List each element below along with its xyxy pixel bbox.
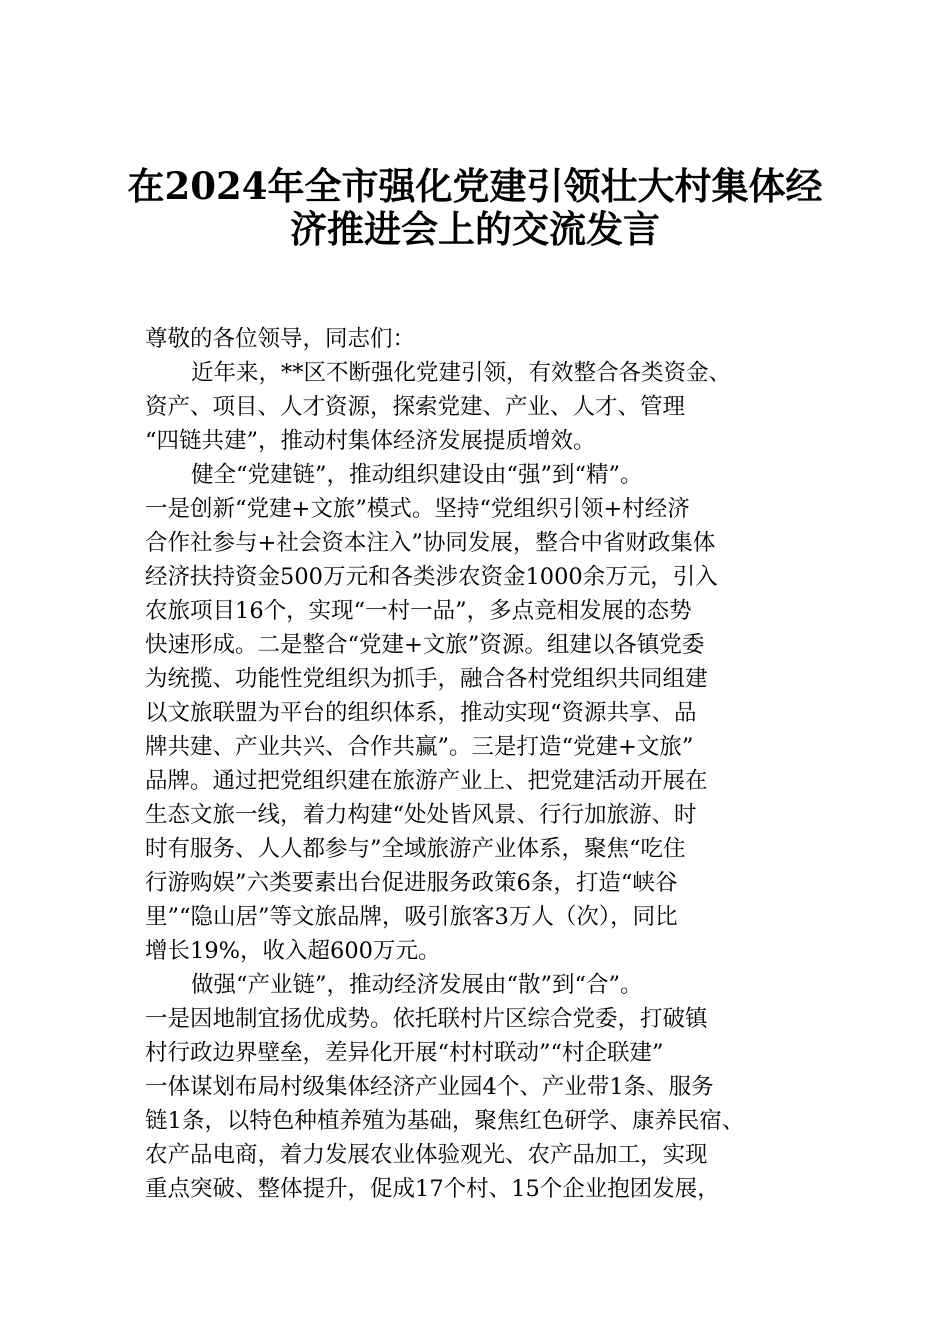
paragraph-line: 为统揽、功能性党组织为抓手，融合各村党组织共同组建: [145, 666, 708, 692]
paragraph-line: 牌共建、产业共兴、合作共赢”。三是打造“党建+文旅”: [145, 734, 694, 760]
paragraph-line: 一是因地制宜扬优成势。依托联村片区综合党委，打破镇: [145, 1006, 708, 1032]
section-heading-line: 做强“产业链”，推动经济发展由“散”到“合”。: [191, 972, 643, 998]
paragraph-line: 时有服务、人人都参与”全域旅游产业体系，聚焦“吃住: [145, 836, 686, 862]
paragraph-line: 一体谋划布局村级集体经济产业园4个、产业带1条、服务: [145, 1074, 714, 1100]
paragraph-line: 行游购娱”六类要素出台促进服务政策6条，打造“峡谷: [145, 870, 678, 896]
section-heading-line: 健全“党建链”，推动组织建设由“强”到“精”。: [191, 462, 643, 488]
paragraph-line: 农旅项目16个，实现“一村一品”，多点竞相发展的态势: [145, 598, 692, 624]
paragraph-line: 合作社参与+社会资本注入”协同发展，整合中省财政集体: [145, 530, 716, 556]
paragraph-line: 快速形成。二是整合“党建+文旅”资源。组建以各镇党委: [145, 632, 705, 658]
paragraph-line: 里”“隐山居”等文旅品牌，吸引旅客3万人（次），同比: [145, 904, 678, 930]
paragraph-line: 以文旅联盟为平台的组织体系，推动实现“资源共享、品: [145, 700, 697, 726]
paragraph-line: 近年来，**区不断强化党建引领，有效整合各类资金、: [191, 360, 732, 386]
paragraph-line: 一是创新“党建+文旅”模式。坚持“党组织引领+村经济: [145, 496, 690, 522]
paragraph-line: 资产、项目、人才资源，探索党建、产业、人才、管理: [145, 394, 686, 420]
document-title-line-2: 济推进会上的交流发言: [290, 207, 660, 251]
paragraph-line: 增长19%，收入超600万元。: [145, 938, 441, 964]
paragraph-line: 重点突破、整体提升，促成17个村、15个企业抱团发展，: [145, 1176, 720, 1202]
document-body: [145, 322, 815, 1206]
paragraph-line: 生态文旅一线，着力构建“处处皆风景、行行加旅游、时: [145, 802, 697, 828]
document-title-line-1: 在2024年全市强化党建引领壮大村集体经: [127, 164, 823, 208]
paragraph-line: 农产品电商，着力发展农业体验观光、农产品加工，实现: [145, 1142, 708, 1168]
paragraph-line: 品牌。通过把党组织建在旅游产业上、把党建活动开展在: [145, 768, 708, 794]
paragraph-line: 村行政边界壁垒，差异化开展“村村联动”“村企联建”: [145, 1040, 664, 1066]
paragraph-line: 链1条，以特色种植养殖为基础，聚焦红色研学、康养民宿、: [145, 1108, 745, 1134]
paragraph-line: 经济扶持资金500万元和各类涉农资金1000余万元，引入: [145, 564, 718, 590]
salutation: 尊敬的各位领导，同志们：: [145, 326, 416, 352]
paragraph-line: “四链共建”，推动村集体经济发展提质增效。: [145, 428, 596, 454]
